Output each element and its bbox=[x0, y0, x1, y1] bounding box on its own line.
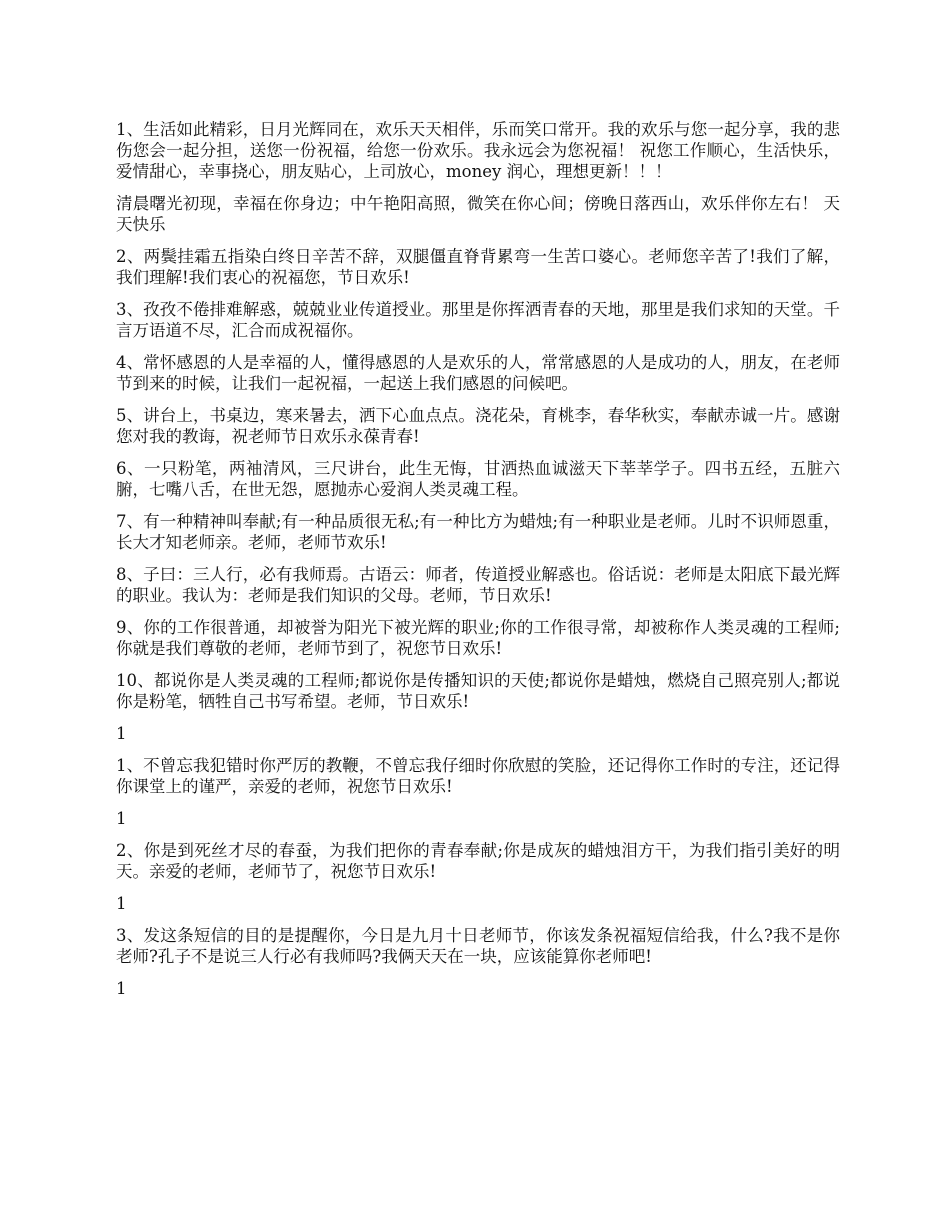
paragraph-11: 10、都说你是人类灵魂的工程师;都说你是传播知识的天使;都说你是蜡烛，燃烧自己照亮别人;都说你是粉笔，牺牲自己书写希望。老师，节日欢乐! bbox=[116, 671, 840, 711]
paragraph-13: 1、不曾忘我犯错时你严厉的教鞭，不曾忘我仔细时你欣慰的笑脸，还记得你工作时的专注，还记得你课堂上的谨严，亲爱的老师，祝您节日欢乐! bbox=[116, 756, 840, 796]
paragraph-3: 2、两鬓挂霜五指染白终日辛苦不辞，双腿僵直脊背累弯一生苦口婆心。老师您辛苦了!我们了解，我们理解!我们衷心的祝福您，节日欢乐! bbox=[116, 247, 840, 287]
page-number-marker: 1 bbox=[116, 894, 127, 913]
paragraph-17: 3、发这条短信的目的是提醒你，今日是九月十日老师节，你该发条祝福短信给我，什么?我不是你老师?孔子不是说三人行必有我师吗?我俩天天在一块，应该能算你老师吧! bbox=[116, 926, 840, 966]
paragraph-1: 1、生活如此精彩，日月光辉同在，欢乐天天相伴，乐而笑口常开。我的欢乐与您一起分享，我的悲伤您会一起分担，送您一份祝福，给您一份欢乐。我永远会为您祝福！ 祝您工作顺心，生活快乐，爱情甜心，幸事挠心，朋友贴心，上司放心，money 润心，理想更新！！！ bbox=[116, 120, 840, 181]
page-number-marker: 1 bbox=[116, 979, 127, 998]
paragraph-5: 4、常怀感恩的人是幸福的人，懂得感恩的人是欢乐的人，常常感恩的人是成功的人，朋友，在老师节到来的时候，让我们一起祝福，一起送上我们感恩的问候吧。 bbox=[116, 353, 840, 393]
page-number-marker: 1 bbox=[116, 724, 127, 743]
paragraph-10: 9、你的工作很普通，却被誉为阳光下被光辉的职业;你的工作很寻常，却被称作人类灵魂的工程师;你就是我们尊敬的老师，老师节到了，祝您节日欢乐! bbox=[116, 618, 840, 658]
paragraph-15: 2、你是到死丝才尽的春蚕，为我们把你的青春奉献;你是成灰的蜡烛泪方干，为我们指引美好的明天。亲爱的老师，老师节了，祝您节日欢乐! bbox=[116, 841, 840, 881]
paragraph-7: 6、一只粉笔，两袖清风，三尺讲台，此生无悔，甘洒热血诚滋天下莘莘学子。四书五经，五脏六腑，七嘴八舌，在世无怨，愿抛赤心爱润人类灵魂工程。 bbox=[116, 459, 840, 499]
paragraph-4: 3、孜孜不倦排难解惑，兢兢业业传道授业。那里是你挥洒青春的天地，那里是我们求知的天堂。千言万语道不尽，汇合而成祝福你。 bbox=[116, 300, 840, 340]
page-number-marker: 1 bbox=[116, 809, 127, 828]
paragraph-8: 7、有一种精神叫奉献;有一种品质很无私;有一种比方为蜡烛;有一种职业是老师。儿时不识师恩重，长大才知老师亲。老师，老师节欢乐! bbox=[116, 512, 840, 552]
paragraph-9: 8、子曰：三人行，必有我师焉。古语云：师者，传道授业解惑也。俗话说：老师是太阳底下最光辉的职业。我认为：老师是我们知识的父母。老师，节日欢乐! bbox=[116, 565, 840, 605]
paragraph-6: 5、讲台上，书桌边，寒来暑去，洒下心血点点。浇花朵，育桃李，春华秋实，奉献赤诚一片。感谢您对我的教诲，祝老师节日欢乐永葆青春! bbox=[116, 406, 840, 446]
paragraph-2: 清晨曙光初现，幸福在你身边；中午艳阳高照，微笑在你心间；傍晚日落西山，欢乐伴你左右！ 天天快乐 bbox=[116, 194, 840, 234]
